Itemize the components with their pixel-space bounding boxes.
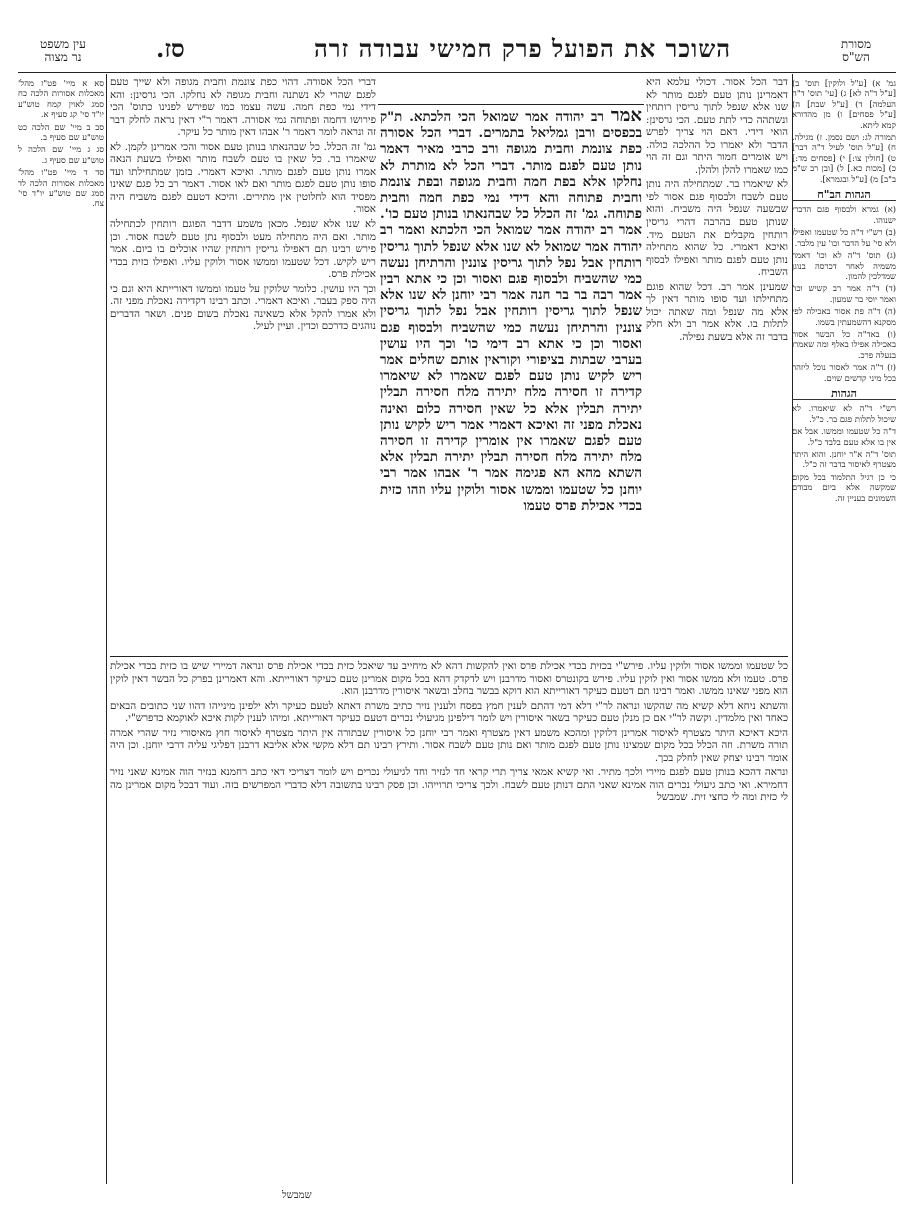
gemara-body: רב יהודה אמר שמואל הכי הלכתא. ת"ק בכפסים ורבן גמליאל בתמרים. דברי הכל אסורה כפת צונמת וחבית מגופה ורב כרבי מאיר דאמר נותן טעם לפגם מותר. דברי הכל לא מותרת לא נחלקו אלא בפת חמה וחבית מגופה ובפת צונמת וחבית פתוחה והא דידי נמי כפת חמה וחבית פתוחה. גמ' זה הכלל כל שבהנאתו בנותן טעם כו'. אמר רב יהודה אמר שמואל הכי הלכתא ואמר רב יהודה אמר שמואל לא שנו אלא שנפל לתוך גריסין רותחין אבל נפל לתוך גריסין צוננין והרתיחן נעשה כמי שהשביח ולבסוף פגם ואסור וכן כי אתא רבין אמר רבה בר בר חנה אמר רבי יוחנן לא שנו אלא שנפל לתוך גריסין רותחין אבל נפל לתוך גריסין צוננין והרתיחן נעשה כמי שהשביח ולבסוף פגם ואסור וכן כי אתא רב דימי כו' וכך היו עושין בערבי שבתות בציפורי וקוראין אותם שחלים אמר ריש לקיש נותן טעם לפגם שאמרו לא שיאמרו קדירה זו חסירה מלח יתירה מלח חסירה תבלין יתירה תבלין אלא כל שאין חסירה כלום ואינה נאכלת מפני זה ואיכא דאמרי אמר ריש לקיש נותן טעם לפגם שאמרו אין אומרין קדירה זו חסירה מלח יתירה מלח חסירה תבלין יתירה תבלין אלא השתא מהא הא פגימה אמר ר' אבהו אמר רבי יוחנן כל שטעמו וממשו אסור ולוקין עליו וזהו כזית בכדי אכילת פרס טעמו xyxy=(380,109,642,514)
masoret-entry: גמ' א) [ע"ל ולוקין] תוס' ב) [ע"ל ד"ה לא] ג) [עי' תוס' ד"ה העלמה] ד) [ע"ל שבת] ה) [ע"ל פסחים] ו) מן מהדורא קמא ליתא. xyxy=(792,78,896,130)
masoret-label-line: מסורת xyxy=(840,37,872,51)
chapter-tractate-title: השוכר את הפועל פרק חמישי עבודה זרה xyxy=(313,34,731,63)
hagahot-hab-item: (ז) ד"ה אמר לאסור נוכל ליזהר בכל מיני קדשים שוים. xyxy=(792,362,896,383)
ein-mishpat-column xyxy=(18,78,104,209)
masoret-hashas-label xyxy=(816,38,896,64)
rashi-paragraph: דבר הכל אסור. דכולי עלמא היא דאמרינן נותן טעם לפגם מותר לא שנו אלא שנפל לתוך גריסין רותחין ונשתהה כדי לתת טעם. הכי גרסינן: הואי דידי. דאם הוי צריך לפרש הדבר ולא יאמרו כל ההלכה כולה. ויש אומרים חמור היתר וגם זה הוי כמו שאמרו להלן ולהלן. xyxy=(646,76,788,176)
lower-tosafot-paragraph: כל שטעמו וממשו אסור ולוקין עליו. פירש"י בכזית בכדי אכילת פרס ואין להקשות דהא לא מיחייב עד שיאכל כזית בכדי אכילת פרס ונראה דמיירי שיש בו כזית בכדי אכילת פרס. טעמו ולא ממשו אסור ואין לוקין עליו. פירש בקונטרס ואסור מדרבנן ויש לדקדק דהא בכל מקום אמרינן טעם כעיקר דאורייתא. והא דאמרינן בפרק כל הבשר דאין לוקין הוא מפני שאינו ממשו. ואמר רבינו תם דטעם כעיקר דאורייתא הוא דוקא בבשר בחלב ובשאר איסורין מדרבנן הוא. xyxy=(110,660,788,698)
hagahot-hab-item: (ב) רש"י ד"ה כל שטעמו ואפילו ולא סי' על הדבר וכו' עין מלבר. xyxy=(792,227,896,248)
ein-mishpat-label-line: עין משפט xyxy=(40,37,86,51)
ein-mishpat-entry: סא א מיי' פט"ז מהל' מאכלות אסורות הלכה כח סמג לאוין קמח טוש"ע יו"ד סי' קג סעיף א. xyxy=(18,78,104,120)
hashas-label-line: הש"ס xyxy=(842,50,870,64)
ein-mishpat-entry: סג ג מיי' שם הלכה ל טוש"ע שם סעיף ג. xyxy=(18,144,104,165)
rashi-paragraph: שמעינן אמר רב. דכל שהוא פוגם מתחילתו ועד סופו מותר דאין לך אלא מה שנפל ומה שאתה יכול לתלות בו. אלא אמר רב ולא חלק בדבר זה אלא בשעת נפילה. xyxy=(646,280,788,343)
hagahot-hab-item: (א) גמרא ולבסוף פגם הדברי ישנוהו. xyxy=(792,204,896,225)
masoret-entry: תמורה לג: ושם נסמן. ז) מגילה. ח) [ע"ל תוס' לעיל ד"ה דבר] ט) [חולין צו:] י) [פסחים מד:] כ) [מכות כא.] ל) [ובן רב ש"מ ב"ב] מ) [ע"ל ובגמרא]. xyxy=(792,132,896,184)
right-margin-column xyxy=(792,78,896,1178)
hagahot-hab-heading: הגהות הב"ח xyxy=(792,190,896,201)
lower-tosafot-paragraph: היכא דאיכא היתר מצטרף לאיסור אמרינן דלוקין ומהכא משמע דאין מצטרף ואמר רבי יוחנן כל איסורין שבתורה אין היתר מצטרף לאיסור חוץ מאיסורי נזיר שהרי אמרה תורה משרת. וזה הכלל בכל מקום שמצינו נותן טעם לפגם מותר ואם נותן טעם לשבח אסור. ותירץ רבינו תם דלא מקשי אלא אליבא דרבנן דפליגי עליה דרבי יוחנן. וכן היה אומר רבינו יצחק שאין לחלק בכך. xyxy=(110,726,788,764)
hagahot-item: כי כן רגיל התלמוד בכל מקום שמקשה אלא ביום מבודם השמונים בעניין זה. xyxy=(792,471,896,503)
tosafot-paragraph: לא שנו אלא שנפל. מכאן משמע דדבר הפוגם רותחין לכתחילה מותר. ואם היה מתחילה מעט ולבסוף נתן טעם לשבח אסור. וכן פירש רבינו תם דאפילו גריסין רותחין שהיו אוכלים בו ביום. אמר ריש לקיש. דכל שטעמו וממשו אסור ולוקין עליו. ואפילו כזית בכדי אכילת פרס. xyxy=(110,218,376,281)
header-rule xyxy=(18,72,896,73)
tosafot-paragraph: דברי הכל אסורה. דהוי כפת צונמת וחבית מגופה ולא שייך טעם לפגם שהרי לא נשתנה וחבית מגופה לא נחלקו. הכי גרסינן: והא דידי נמי כפת חמה. עשה עצמו כמו שפירש לפנינו כתוס' הכי פירושו דחמה ופתוחה נמי אסורה. דאמר ר"י דאין נראה לחלק דבר זה ונראה לומר דאמר ר' אבהו דאין מותר כל עיקר. xyxy=(110,76,376,139)
rashi-commentary xyxy=(646,76,788,654)
ein-mishpat-label xyxy=(18,38,108,64)
page-header xyxy=(18,34,896,70)
center-top-rule xyxy=(378,104,644,105)
folio-number: סז. xyxy=(156,34,185,63)
left-margin-rule xyxy=(106,74,107,1184)
lower-tosafot-commentary xyxy=(110,660,788,1185)
gemara-opening-word: אמר xyxy=(610,105,642,126)
hagahot-hab-item: (ד) ד"ה אמר רב קשיש וכו' ואמר יוסי בר שמעון. xyxy=(792,283,896,304)
ein-mishpat-entry: סב ב מיי' שם הלכה כט טוש"ע שם סעיף ב. xyxy=(18,121,104,143)
catchword: שמבשל xyxy=(282,1190,312,1201)
hagahot-item: רש"י ד"ה לא שיאמרו. לא שיכול לתלות פגם בר. כ"ל. xyxy=(792,403,896,424)
hagahot-item: ד"ה כל שטעמו וממשו. אבל אם אין בו אלא טעם בלבד כ"ל. xyxy=(792,426,896,447)
gemara-main-text xyxy=(380,105,642,514)
hagahot-hab-item: (ה) ד"ה פת אסור באכילה לפי מסקנא דהשמעתין בשמו. xyxy=(792,306,896,327)
rashi-paragraph: לא שיאמרו בר. שמתחילה היה נותן טעם לשבח ולבסוף פגם אסור לפי שבשעה שנפל היה משביח. והוא שנותן טעם בהרבה דהרי גריסין רותחין מקבלים את הטעם מיד. ואיכא דאמרי. כל שהוא מתחילה נותן טעם לפגם מותר ואפילו לבסוף השביח. xyxy=(646,178,788,279)
tosafot-commentary xyxy=(110,76,376,654)
hagahot-heading: הגהות xyxy=(792,389,896,400)
ner-mitzvah-label-line: נר מצוה xyxy=(44,50,82,64)
tosafot-paragraph: גמ' זה הכלל. כל שבהנאתו בנותן טעם אסור והכי אמרינן לקמן. לא שיאמרו בר. כל שאין בו טעם לשבח מותר ואפילו בשעת הנאה אמרו נותן טעם לפגם מותר. ואיכא דאמרי. בזמן שמתחילתו ועד סופו נותן טעם לפגם מותר ואם לאו אסור. דאמר רב כל פגם שאינו מפסיד הוא לחלוטין אין מתירים. והיכא דטעם לפגם משביח היה אסור. xyxy=(110,140,376,216)
hagahot-item: תוס' ד"ה א"ר יוחנן. והוא היתר מצטרף לאיסור בדבר זה כ"ל. xyxy=(792,449,896,470)
tosafot-paragraph: וכך היו עושין. כלומר שלוקין על טעמו וממשו דאורייתא היא וגם כי היה ספק בעבר. ואיכא דאמרי. וכתב רבינו דקדירה נאכלת מפני זה. ולא אמרו להקל אלא כשאינה נאכלת בשום פנים. ושאר הדברים נוהגים כדרכם וכדין. ועיין לעיל. xyxy=(110,282,376,333)
hagahot-hab-item: (ו) באד"ה כל הבשר אסור באכילה אפילו באלף ומה שאמרו בנעלה פרכ. xyxy=(792,328,896,360)
ein-mishpat-entry: סד ד מיי' פט"ו מהל' מאכלות אסורות הלכה לד סמג שם טוש"ע יו"ד סי' צח. xyxy=(18,167,104,209)
lower-tosafot-paragraph: והשתא ניחא דלא קשיא מה שהקשו ונראה לר"י דלא דמי דהתם לענין חמץ בפסח ולענין נזיר כתיב משרת דאתא לטעם כעיקר ולא ילפינן מינייהו דהוו שני כתובים הבאים כאחד ואין מלמדין. וקשה לר"י אם כן מנלן טעם כעיקר בשאר איסורין ויש לומר דילפינן מגיעולי נכרים דטעם כעיקר דאורייתא. ומיהו לענין לקות איכא לאוקמא כדפרש"י. xyxy=(110,699,788,725)
lower-commentary-rule xyxy=(110,656,788,657)
lower-tosafot-paragraph: ונראה דהכא בנותן טעם לפגם מיירי ולכך מתיר. ואי קשיא אמאי צריך תרי קראי חד לנזיר וחד לגיעולי נכרים ויש לומר דצריכי דאי כתב רחמנא בנזיר הוה אמינא שאני נזיר דחמירא. ואי כתב גיעולי נכרים הוה אמינא שאני התם דנותן טעם לשבח. ולכך צריכי תרוייהו. וכן פסק רבינו בתשובה דלא כדברי המפרשים בזה. ועוד דבכל מקום אמרינן מה לי כזית ומה לי כחצי זית. שמבשל xyxy=(110,766,788,804)
hagahot-hab-item: (ג) תוס' ד"ה לא וכו' דאמר משמיה לאחר דכרסה בנוגן שמדלכין להמון. xyxy=(792,250,896,281)
